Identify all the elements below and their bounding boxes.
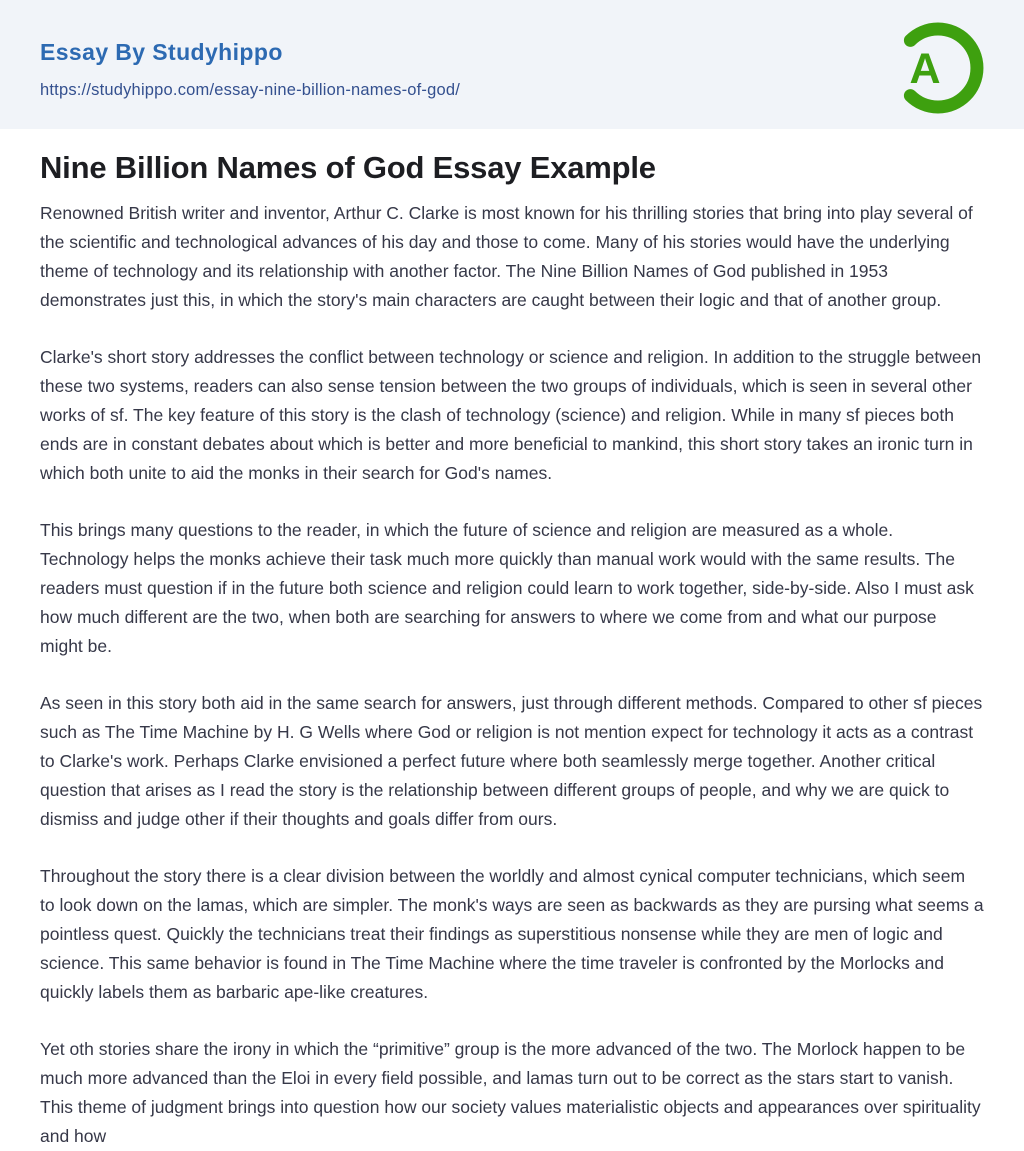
studyhippo-logo [892, 22, 984, 114]
page-header [0, 0, 1024, 129]
page-url-link[interactable]: https://studyhippo.com/essay-nine-billion-names-of-god/ [40, 81, 461, 99]
essay-content [0, 150, 1024, 1151]
essay-paragraph-1: Renowned British writer and inventor, Arthur C. Clarke is most known for his thrilling stories that bring into play several of the scientific and technological advances of his day and those to come. Many of his stories would have the underlying theme of technology and its relationship with another factor. The Nine Billion Names of God published in 1953 demonstrates just this, in which the story's main characters are caught between their logic and that of another group. [40, 203, 973, 310]
site-title-link[interactable]: Essay By Studyhippo [40, 39, 283, 65]
logo-broken-circle-icon [892, 22, 984, 114]
essay-title: Nine Billion Names of God Essay Example [40, 150, 656, 185]
essay-paragraph-4: As seen in this story both aid in the same search for answers, just through different methods. Compared to other sf pieces such as The Time Machine by H. G Wells where God or religion is not mention expect for technology it acts as a contrast to Clarke's work. Perhaps Clarke envisioned a perfect future where both seamlessly merge together. Another critical question that arises as I read the story is the relationship between different groups of people, and why we are quick to dismiss and judge other if their thoughts and goals differ from ours. [40, 693, 983, 829]
essay-paragraph-3: This brings many questions to the reader, in which the future of science and religion are measured as a whole. Technology helps the monks achieve their task much more quickly than manual work would with the same results. The readers must question if in the future both science and religion could learn to work together, side-by-side. Also I must ask how much different are the two, when both are searching for answers to where we come from and what our purpose might be. [40, 520, 974, 656]
essay-paragraph-6: Yet oth stories share the irony in which the “primitive” group is the more advanced of the two. The Morlock happen to be much more advanced than the Eloi in every field possible, and lamas turn out to be correct as the stars start to vanish. This theme of judgment brings into question how our society values materialistic objects and appearances over spirituality and how [40, 1039, 981, 1146]
essay-paragraph-5: Throughout the story there is a clear division between the worldly and almost cynical computer technicians, which seem to look down on the lamas, which are simpler. The monk's ways are seen as backwards as they are pursing what seems a pointless quest. Quickly the technicians treat their findings as superstitious nonsense while they are men of logic and science. This same behavior is found in The Time Machine where the time traveler is confronted by the Morlocks and quickly labels them as barbaric ape-like creatures. [40, 866, 984, 1002]
logo-letter: A [909, 44, 941, 93]
essay-paragraph-2: Clarke's short story addresses the conflict between technology or science and religion. In addition to the struggle between these two systems, readers can also sense tension between the two groups of individuals, which is seen in several other works of sf. The key feature of this story is the clash of technology (science) and religion. While in many sf pieces both ends are in constant debates about which is better and more beneficial to mankind, this short story takes an ironic turn in which both unite to aid the monks in their search for God's names. [40, 347, 982, 483]
header-text-block [40, 29, 460, 100]
